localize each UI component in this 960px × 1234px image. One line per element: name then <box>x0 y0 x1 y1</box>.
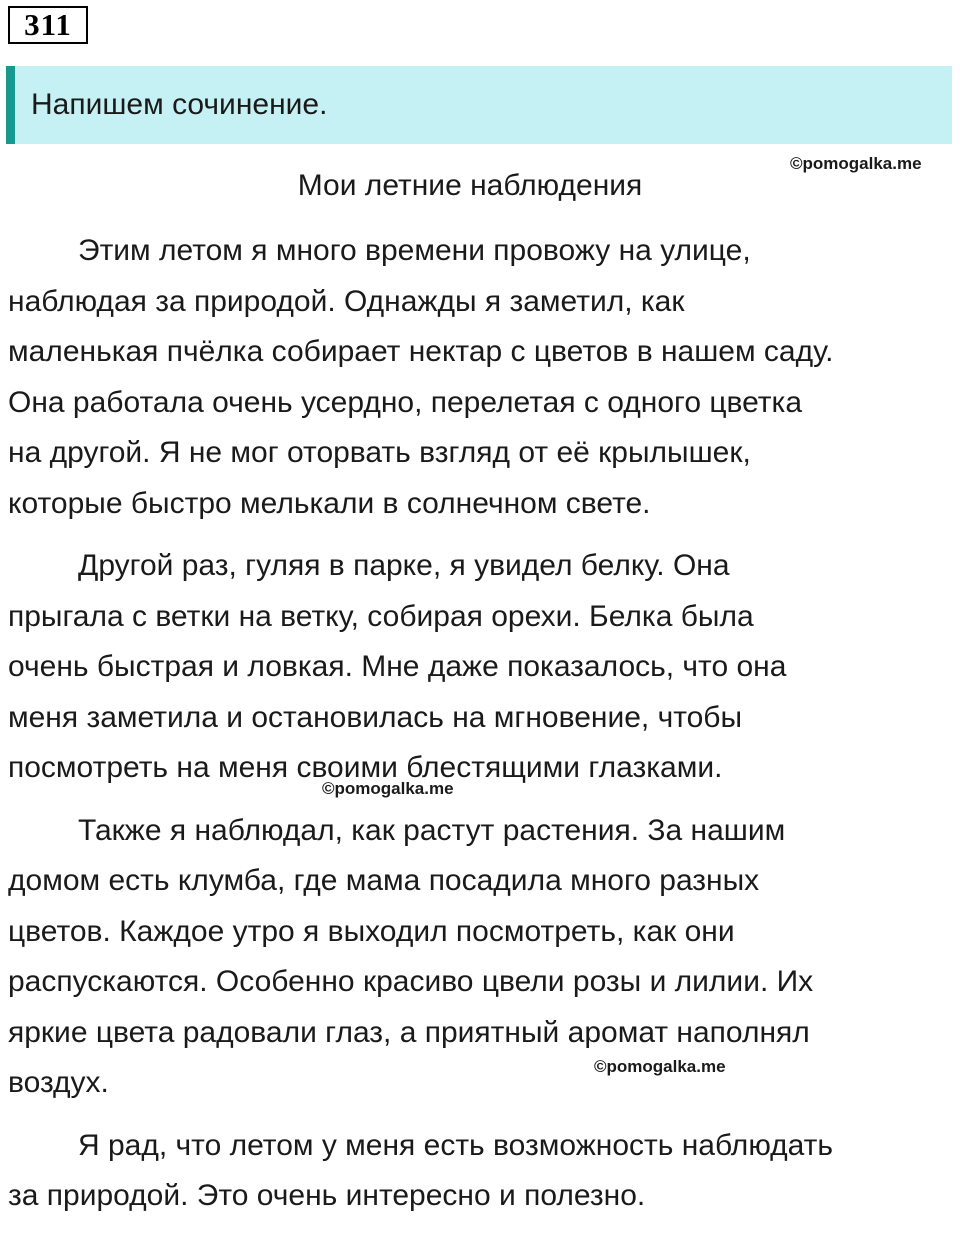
essay-title: Мои летние наблюдения <box>297 169 643 202</box>
essay-paragraph <box>8 226 952 529</box>
text-line: за природой. Это очень интересно и полезно. <box>8 1179 646 1212</box>
text-line: Также я наблюдал, как растут растения. За нашим <box>78 813 786 847</box>
text-line: меня заметила и остановилась на мгновение, чтобы <box>8 700 743 734</box>
watermark: ©pomogalka.me <box>790 154 922 173</box>
watermark: ©pomogalka.me <box>594 1057 726 1076</box>
watermark: ©pomogalka.me <box>322 779 454 798</box>
instruction-text: Напишем сочинение. <box>31 88 328 121</box>
text-line: маленькая пчёлка собирает нектар с цветов в нашем саду. <box>8 335 834 368</box>
text-line: Я рад, что летом у меня есть возможность наблюдать <box>78 1128 834 1162</box>
task-number-box: 311 <box>8 6 88 44</box>
text-line: цветов. Каждое утро я выходил посмотреть, как они <box>8 914 735 948</box>
text-line: домом есть клумба, где мама посадила много разных <box>8 864 760 897</box>
essay-paragraph <box>8 806 952 1109</box>
text-line: Этим летом я много времени провожу на улице, <box>78 234 751 267</box>
text-line: прыгала с ветки на ветку, собирая орехи. Белка была <box>8 599 754 633</box>
text-line: очень быстрая и ловкая. Мне даже показалось, что она <box>8 650 787 683</box>
instruction-banner <box>6 66 952 144</box>
text-line: наблюдая за природой. Однажды я заметил, как <box>8 284 685 318</box>
text-line: яркие цвета радовали глаз, а приятный аромат наполнял <box>8 1015 810 1049</box>
text-line: которые быстро мелькали в солнечном свете. <box>8 486 651 520</box>
essay-paragraph <box>8 1121 952 1222</box>
text-line: Она работала очень усердно, перелетая с одного цветка <box>8 385 803 419</box>
text-line: на другой. Я не мог оторвать взгляд от её крылышек, <box>8 436 751 469</box>
text-line: Другой раз, гуляя в парке, я увидел белку. Она <box>78 549 730 582</box>
text-line: воздух. <box>8 1066 109 1099</box>
text-line: посмотреть на меня своими блестящими глазками. <box>8 751 723 784</box>
text-line: распускаются. Особенно красиво цвели розы и лилии. Их <box>8 965 814 998</box>
essay-body <box>8 226 952 1234</box>
essay-paragraph <box>8 541 952 794</box>
